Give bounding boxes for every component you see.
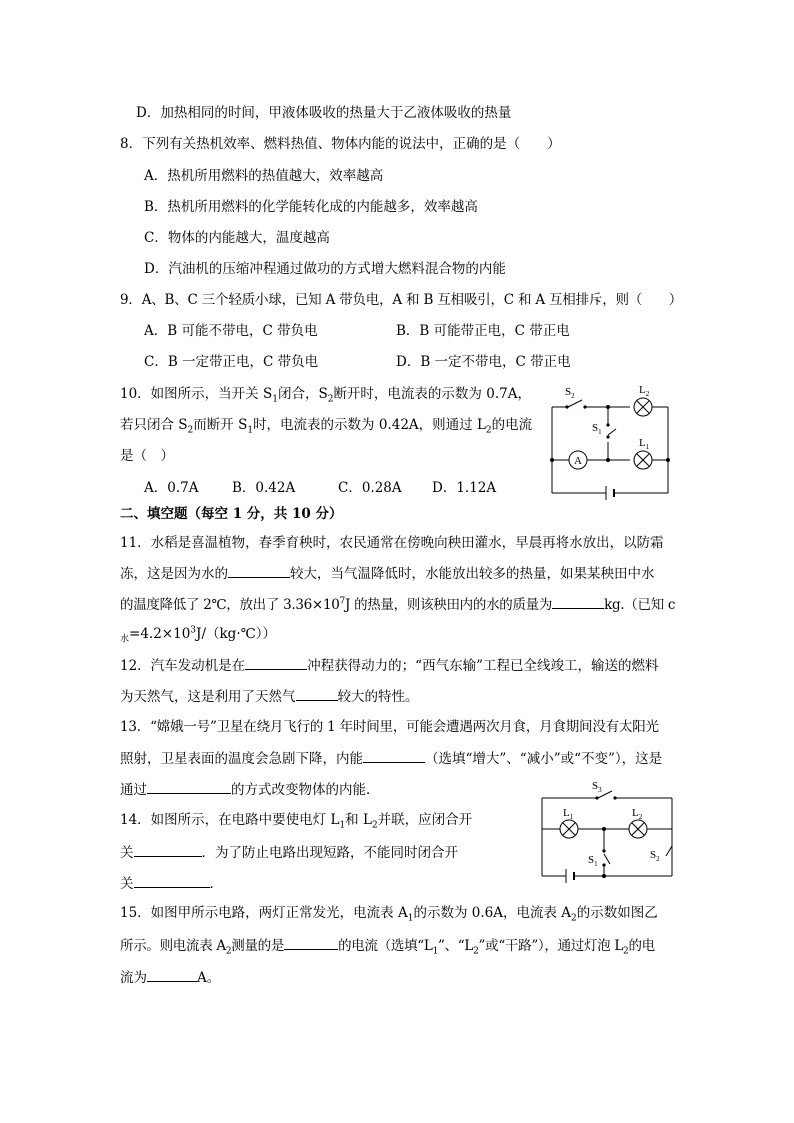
q11-line4: $_水=4.2\times 10^3J/(kg\cdot℃)$） xyxy=(120,625,276,645)
q10-option-b: B．0.42A xyxy=(232,480,296,496)
switch-s1-blade xyxy=(604,854,610,864)
label-l1: $L_1$ xyxy=(639,437,650,451)
q10-line2: 若只闭合 $S_2$而断开 $S_1$时，电流表的示数为 0.42A，则通过 $L_2$的电流 xyxy=(120,417,533,436)
label-ammeter: A xyxy=(574,455,582,467)
q13-blank-1[interactable] xyxy=(363,748,425,763)
label-l1: $L_1$ xyxy=(563,807,574,821)
q9-option-a: A．B 可能不带电，C 带负电 xyxy=(144,323,318,339)
q10-option-a: A．0.7A xyxy=(144,480,199,496)
q14-blank-2[interactable] xyxy=(134,873,210,888)
q14-circuit-diagram xyxy=(538,778,678,888)
q11-blank-1[interactable] xyxy=(228,563,290,578)
q9-option-c: C．B 一定带正电，C 带负电 xyxy=(144,354,319,370)
q15-line2: 所示。则电流表 $A_2$测量的是 的电流（选填“$L_1$”、“$L_2$”或“干路”），通过灯泡 $L_2$的电 xyxy=(120,935,655,956)
q10-line3: 是（ ） xyxy=(120,448,174,464)
switch-s2-blade xyxy=(666,846,672,856)
switch-s1-blade xyxy=(608,429,616,435)
q12-line2: 为天然气，这是利用了天然气 较大的特性。 xyxy=(120,686,419,707)
label-l2: $L_2$ xyxy=(639,384,650,398)
q9-stem: 9．A、B、C 三个轻质小球，已知 A 带负电，A 和 B 互相吸引，C 和 A 互相排斥，则（ ） xyxy=(120,292,683,308)
q12-blank-2[interactable] xyxy=(296,686,338,701)
label-s1: $S_1$ xyxy=(588,854,598,868)
q11-blank-2[interactable] xyxy=(552,594,604,609)
q8-option-b: B．热机所用燃料的化学能转化成的内能越多，效率越高 xyxy=(144,199,478,215)
q13-line1: 13．“嫦娥一号”卫星在绕月飞行的 1 年时间里，可能会遭遇两次月食，月食期间没有太阳光 xyxy=(120,719,659,735)
switch-s2-blade xyxy=(568,400,582,407)
q10-line1: 10．如图所示，当开关 $S_1$闭合，$S_2$断开时，电流表的示数为 0.7A， xyxy=(120,386,531,405)
q10-option-d: D．1.12A xyxy=(432,480,497,496)
q8-option-c: C．物体的内能越大，温度越高 xyxy=(144,230,330,246)
q8-stem: 8．下列有关热机效率、燃料热值、物体内能的说法中，正确的是（ ） xyxy=(120,136,561,152)
q8-option-a: A．热机所用燃料的热值越大，效率越高 xyxy=(144,168,384,184)
section-2-title: 二、填空题（每空 1 分，共 10 分） xyxy=(120,506,343,522)
q14-line3: 关 ． xyxy=(120,873,223,894)
q12-line1: 12．汽车发动机是在 冲程获得动力的；“西气东输”工程已全线竣工，输送的燃料 xyxy=(120,655,659,676)
q11-line2: 冻，这是因为水的 较大，当气温降低时，水能放出较多的热量，如果某秧田中水 xyxy=(120,563,655,584)
q9-option-d: D．B 一定不带电，C 带正电 xyxy=(396,354,571,370)
q8-option-d: D．汽油机的压缩冲程通过做功的方式增大燃料混合物的内能 xyxy=(144,261,506,277)
q15-line1: 15．如图甲所示电路，两灯正常发光，电流表 $A_1$的示数为 0.6A，电流表 $A_2$的示数如图乙 xyxy=(120,905,658,924)
q15-blank-2[interactable] xyxy=(147,967,197,982)
label-s1: $S_1$ xyxy=(592,422,602,436)
q10-option-c: C．0.28A xyxy=(338,480,402,496)
q11-line3: 的温度降低了 2℃，放出了 $3.36\times 10^7J$ 的热量，则该秧田内的水的质量为 kg.（已知 c xyxy=(120,594,675,615)
label-s2: $S_2$ xyxy=(650,849,660,863)
q12-blank-1[interactable] xyxy=(245,655,307,670)
q13-line3: 通过 的方式改变物体的内能． xyxy=(120,779,380,800)
q11-line1: 11．水稻是喜温植物，春季育秧时，农民通常在傍晚向秧田灌水，早晨再将水放出，以防霜 xyxy=(120,535,664,551)
q15-blank-1[interactable] xyxy=(284,935,338,950)
q14-blank-1[interactable] xyxy=(134,842,202,857)
q14-line1: 14．如图所示，在电路中要使电灯 $L_1$和 $L_2$并联，应闭合开 xyxy=(120,812,473,831)
label-s2: $S_2$ xyxy=(565,386,575,400)
q14-line2: 关 ．为了防止电路出现短路，不能同时闭合开 xyxy=(120,842,458,863)
label-l2: $L_2$ xyxy=(632,807,643,821)
q10-circuit-diagram xyxy=(548,380,678,500)
q7-option-d: D．加热相同的时间，甲液体吸收的热量大于乙液体吸收的热量 xyxy=(136,105,512,121)
q9-option-b: B．B 可能带正电，C 带正电 xyxy=(396,323,570,339)
q13-line2: 照射，卫星表面的温度会急剧下降，内能 （选填“增大”、“减小”或“不变”），这是 xyxy=(120,748,662,769)
q15-line3: 流为 A。 xyxy=(120,967,220,988)
q13-blank-2[interactable] xyxy=(147,779,231,794)
label-s3: $S_3$ xyxy=(592,780,602,794)
